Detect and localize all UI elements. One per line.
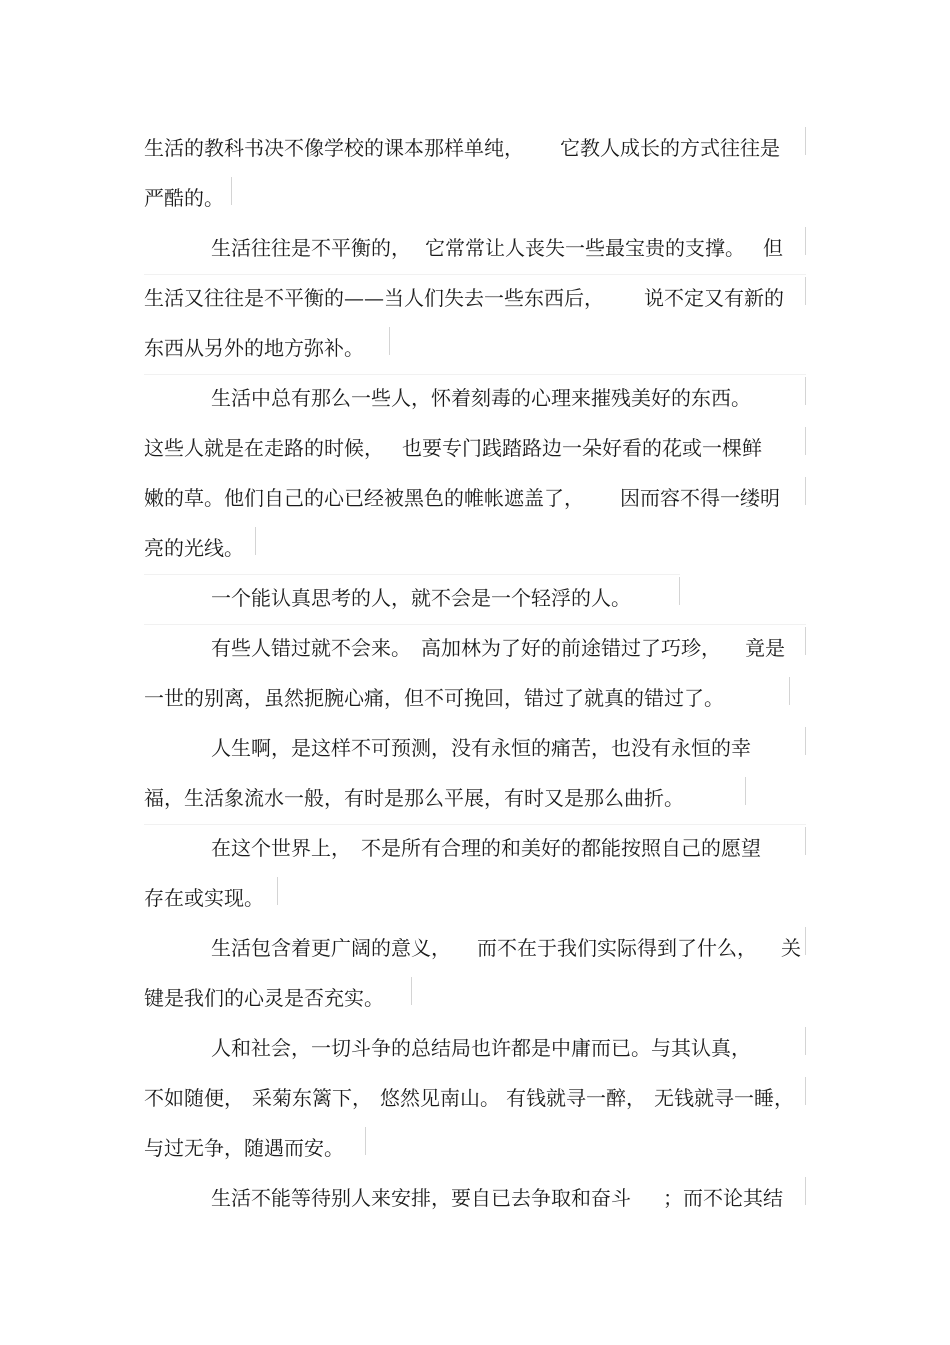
paragraph-first-line — [144, 1024, 806, 1074]
text-segment: 说不定又有新的 — [644, 286, 784, 310]
text-segment: 悠然见南山。 — [380, 1086, 500, 1110]
text-line — [144, 774, 746, 824]
text-line — [144, 524, 256, 574]
line-end-marker — [805, 727, 806, 755]
text-line — [144, 174, 232, 224]
paragraph-first-line — [144, 224, 806, 274]
text-segment: 采菊东篱下， — [252, 1086, 372, 1110]
line-end-marker — [365, 1127, 366, 1155]
line-end-marker — [805, 1177, 806, 1205]
text-line — [144, 324, 390, 374]
line-end-marker — [389, 327, 390, 355]
text-segment: 它教人成长的方式往往是 — [560, 136, 780, 160]
paragraph-first-line — [144, 374, 806, 424]
text-segment: 有些人错过就不会来。 — [211, 636, 411, 660]
line-end-marker — [805, 927, 806, 955]
text-segment: 与过无争，随遇而安。 — [144, 1136, 344, 1160]
text-segment: 而不在于我们实际得到了什么， — [477, 936, 757, 960]
text-segment: 因而容不得一缕明 — [620, 486, 780, 510]
text-segment: 它常常让人丧失一些最宝贵的支撑。 — [425, 236, 745, 260]
text-line — [144, 1124, 366, 1174]
line-end-marker — [805, 1027, 806, 1055]
text-segment: 键是我们的心灵是否充实。 — [144, 986, 384, 1010]
line-end-marker — [411, 977, 412, 1005]
text-line — [144, 974, 412, 1024]
line-end-marker — [745, 777, 746, 805]
text-segment: 严酷的。 — [144, 186, 224, 210]
text-segment: 人和社会，一切斗争的总结局也许都是中庸而已。与其认真， — [211, 1036, 751, 1060]
text-segment: 有钱就寻一醉， — [506, 1086, 646, 1110]
paragraph-first-line — [144, 724, 806, 774]
line-end-marker — [805, 827, 806, 855]
text-segment: 嫩的草。他们自己的心已经被黑色的帷帐遮盖了， — [144, 486, 584, 510]
text-segment: ；而不论其结 — [663, 1186, 783, 1210]
text-segment: 无钱就寻一睡， — [654, 1086, 794, 1110]
paragraph-first-line — [144, 924, 806, 974]
text-segment: 但 — [763, 236, 783, 260]
paragraph-first-line — [144, 624, 806, 674]
text-segment: 高加林为了好的前途错过了巧珍， — [421, 636, 721, 660]
text-segment: 也要专门践踏路边一朵好看的花或一棵鲜 — [402, 436, 762, 460]
line-end-marker — [805, 477, 806, 505]
text-segment: 竟是 — [745, 636, 785, 660]
text-segment: 福，生活象流水一般，有时是那么平展，有时又是那么曲折。 — [144, 786, 684, 810]
line-end-marker — [805, 377, 806, 405]
text-line — [144, 674, 790, 724]
text-segment: 一世的别离，虽然扼腕心痛，但不可挽回，错过了就真的错过了。 — [144, 686, 724, 710]
text-segment: 生活不能等待别人来安排，要自已去争取和奋斗 — [211, 1186, 631, 1210]
text-segment: 生活的教科书决不像学校的课本那样单纯， — [144, 136, 524, 160]
text-segment: 生活中总有那么一些人，怀着刻毒的心理来摧残美好的东西。 — [211, 386, 751, 410]
line-end-marker — [679, 577, 680, 605]
line-end-marker — [805, 427, 806, 455]
text-segment: 这些人就是在走路的时候， — [144, 436, 384, 460]
paragraph-first-line — [144, 574, 680, 624]
text-segment: 人生啊，是这样不可预测，没有永恒的痛苦，也没有永恒的幸 — [211, 736, 751, 760]
text-segment: 关 — [781, 936, 801, 960]
paragraph-first-line — [144, 1174, 806, 1224]
line-end-marker — [805, 627, 806, 655]
line-end-marker — [805, 227, 806, 255]
line-end-marker — [805, 1077, 806, 1105]
text-line — [144, 274, 806, 324]
line-end-marker — [789, 677, 790, 705]
text-segment: 在这个世界上， — [211, 836, 351, 860]
text-segment: 生活往往是不平衡的， — [211, 236, 411, 260]
text-segment: 生活又往往是不平衡的——当人们失去一些东西后， — [144, 286, 604, 310]
text-segment: 生活包含着更广阔的意义， — [211, 936, 451, 960]
text-line — [144, 474, 806, 524]
text-segment: 存在或实现。 — [144, 886, 264, 910]
text-segment: 一个能认真思考的人，就不会是一个轻浮的人。 — [211, 586, 631, 610]
line-end-marker — [805, 127, 806, 155]
text-line — [144, 1074, 806, 1124]
text-segment: 不是所有合理的和美好的都能按照自己的愿望 — [361, 836, 761, 860]
text-line — [144, 874, 278, 924]
text-segment: 不如随便， — [144, 1086, 244, 1110]
text-segment: 东西从另外的地方弥补。 — [144, 336, 364, 360]
line-end-marker — [255, 527, 256, 555]
text-line — [144, 124, 806, 174]
text-line — [144, 424, 806, 474]
line-end-marker — [277, 877, 278, 905]
line-end-marker — [231, 177, 232, 205]
line-end-marker — [805, 277, 806, 305]
text-segment: 亮的光线。 — [144, 536, 244, 560]
paragraph-first-line — [144, 824, 806, 874]
